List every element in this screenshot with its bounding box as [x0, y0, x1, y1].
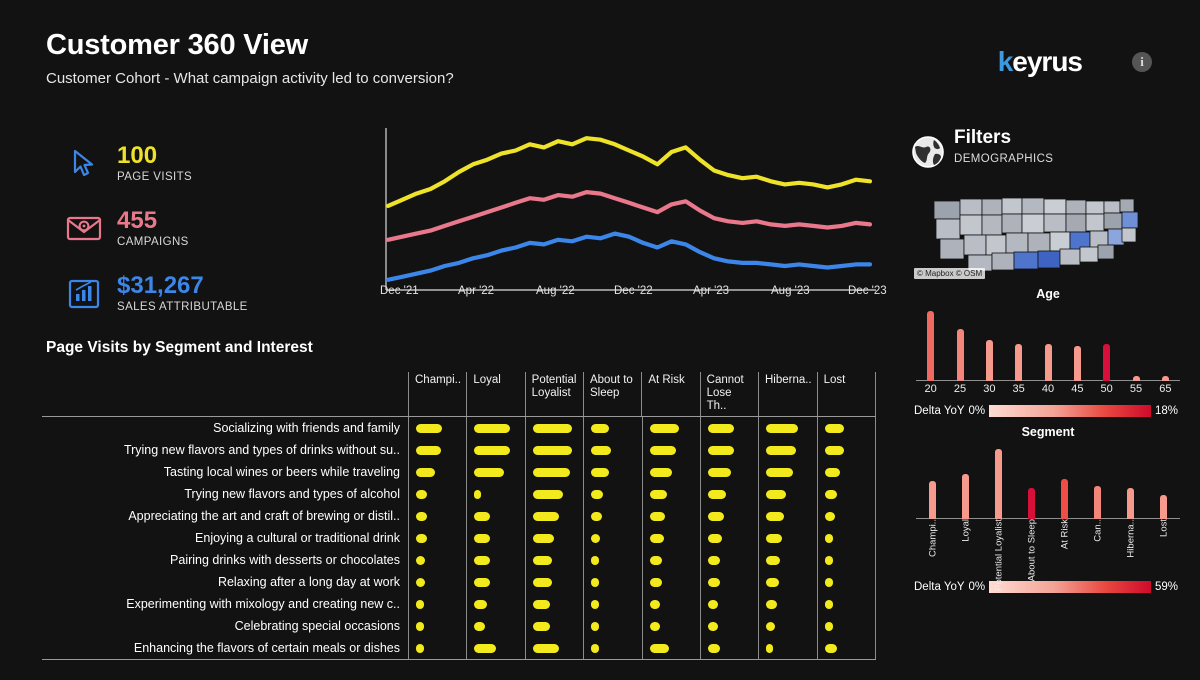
matrix-bar — [766, 556, 780, 565]
table-row[interactable] — [42, 549, 876, 571]
matrix-cell[interactable] — [817, 637, 876, 659]
matrix-cell[interactable] — [758, 615, 816, 637]
matrix-cell[interactable] — [642, 461, 700, 483]
matrix-cell[interactable] — [758, 505, 816, 527]
matrix-cell[interactable] — [408, 461, 466, 483]
matrix-bar — [708, 578, 720, 587]
matrix-cell[interactable] — [817, 593, 876, 615]
mini-bar[interactable] — [1045, 344, 1052, 381]
segment-legend-gradient — [989, 581, 1151, 593]
matrix-cell[interactable] — [642, 571, 700, 593]
matrix-cell[interactable] — [466, 527, 524, 549]
mini-bar[interactable] — [1028, 488, 1035, 519]
segment-delta-legend — [914, 581, 1182, 593]
mini-tick-label: Can.. — [1092, 519, 1103, 542]
mini-bar[interactable] — [1103, 344, 1110, 381]
matrix-cell[interactable] — [466, 483, 524, 505]
cursor-icon — [55, 146, 113, 180]
matrix-cell[interactable] — [583, 527, 641, 549]
matrix-bar — [591, 534, 600, 543]
matrix-cell[interactable] — [408, 637, 466, 659]
matrix-bar — [416, 600, 424, 609]
matrix-bar — [650, 534, 664, 543]
matrix-row-label: Enhancing the flavors of certain meals or dishes — [133, 641, 400, 655]
matrix-row-label: Pairing drinks with desserts or chocolates — [170, 553, 400, 567]
matrix-cell[interactable] — [700, 505, 758, 527]
us-choropleth-map[interactable] — [908, 187, 1188, 279]
kpi-campaigns — [55, 197, 355, 259]
matrix-row-label: Tasting local wines or beers while traveling — [163, 465, 400, 479]
kpi-label: PAGE VISITS — [117, 171, 193, 184]
email-icon — [55, 211, 113, 245]
matrix-cell[interactable] — [408, 417, 466, 439]
mini-tick-label: Loyal — [960, 519, 971, 542]
matrix-bar — [766, 512, 784, 521]
matrix-cell[interactable] — [817, 417, 876, 439]
matrix-cell[interactable] — [466, 505, 524, 527]
matrix-header-row — [42, 372, 876, 416]
matrix-bar — [766, 600, 777, 609]
matrix-cell[interactable] — [466, 571, 524, 593]
matrix-bar — [474, 578, 490, 587]
matrix-cell[interactable] — [583, 461, 641, 483]
mini-tick-label: 35 — [1012, 383, 1025, 395]
matrix-bar — [533, 600, 551, 609]
logo-rest: eyrus — [1012, 46, 1082, 77]
matrix-bar — [766, 644, 773, 653]
matrix-cell[interactable] — [525, 549, 583, 571]
matrix-bar — [766, 446, 796, 455]
matrix-bar — [474, 622, 485, 631]
matrix-cell[interactable] — [408, 549, 466, 571]
x-axis-tick: Dec '21 — [380, 285, 419, 297]
table-row[interactable] — [42, 593, 876, 615]
matrix-cell[interactable] — [700, 439, 758, 461]
matrix-bar — [708, 622, 719, 631]
matrix-cell[interactable] — [817, 505, 876, 527]
matrix-body — [42, 416, 876, 660]
matrix-cell[interactable] — [758, 483, 816, 505]
matrix-cell[interactable] — [817, 439, 876, 461]
matrix-bar — [416, 578, 425, 587]
page-visits-matrix — [42, 372, 876, 660]
mini-tick-label: At Risk — [1059, 519, 1070, 550]
kpi-label: CAMPAIGNS — [117, 236, 189, 249]
matrix-bar — [416, 622, 424, 631]
matrix-bar — [650, 468, 673, 477]
matrix-row-label: Relaxing after a long day at work — [217, 575, 400, 589]
matrix-bar — [416, 556, 425, 565]
matrix-bar — [474, 468, 504, 477]
matrix-cell[interactable] — [700, 615, 758, 637]
table-row[interactable] — [42, 483, 876, 505]
matrix-cell[interactable] — [642, 505, 700, 527]
matrix-cell[interactable] — [642, 439, 700, 461]
matrix-cell[interactable] — [408, 593, 466, 615]
globe-icon — [908, 128, 954, 177]
trend-axis-labels — [378, 285, 887, 305]
age-legend-min: 0% — [968, 405, 986, 417]
line-series — [388, 138, 870, 206]
mini-tick-label: 50 — [1100, 383, 1113, 395]
logo-k: k — [997, 46, 1013, 77]
table-row[interactable] — [42, 527, 876, 549]
matrix-bar — [708, 468, 731, 477]
matrix-cell[interactable] — [642, 593, 700, 615]
matrix-bar — [825, 490, 837, 499]
matrix-column-header[interactable]: Hiberna.. — [758, 372, 817, 416]
x-axis-tick: Aug '23 — [771, 285, 810, 297]
segment-delta-label: Delta YoY — [914, 581, 965, 593]
matrix-column-header[interactable]: Potential Loyalist — [525, 372, 583, 416]
matrix-bar — [591, 424, 609, 433]
matrix-cell[interactable] — [583, 439, 641, 461]
matrix-bar — [766, 578, 778, 587]
mini-bar[interactable] — [1061, 479, 1068, 519]
matrix-cell[interactable] — [408, 439, 466, 461]
matrix-cell[interactable] — [758, 571, 816, 593]
mini-bar[interactable] — [929, 481, 936, 519]
matrix-cell[interactable] — [817, 615, 876, 637]
matrix-cell[interactable] — [583, 593, 641, 615]
filters-title: Filters — [954, 127, 1012, 148]
matrix-bar — [825, 644, 837, 653]
matrix-bar — [533, 446, 572, 455]
segment-bar-chart — [916, 443, 1180, 519]
matrix-cell[interactable] — [583, 417, 641, 439]
matrix-cell[interactable] — [466, 461, 524, 483]
mini-tick-label: Potential Loyalist — [993, 519, 1004, 591]
matrix-cell[interactable] — [700, 483, 758, 505]
matrix-cell[interactable] — [466, 593, 524, 615]
mini-bar[interactable] — [1160, 495, 1167, 519]
matrix-cell[interactable] — [758, 527, 816, 549]
keyrus-logo — [998, 46, 1082, 78]
page-subtitle: Customer Cohort - What campaign activity led to conversion? — [46, 69, 454, 87]
matrix-bar — [591, 578, 599, 587]
matrix-cell[interactable] — [525, 483, 583, 505]
matrix-cell[interactable] — [408, 505, 466, 527]
mini-bar[interactable] — [927, 311, 934, 381]
matrix-cell[interactable] — [642, 615, 700, 637]
matrix-cell[interactable] — [758, 439, 816, 461]
matrix-bar — [416, 424, 442, 433]
mini-tick-label: 20 — [924, 383, 937, 395]
map-attribution: © Mapbox © OSM — [914, 268, 985, 279]
header — [46, 30, 454, 87]
bar-chart-icon — [55, 275, 113, 311]
matrix-bar — [591, 446, 610, 455]
matrix-cell[interactable] — [583, 505, 641, 527]
x-axis-tick: Apr '23 — [693, 285, 730, 297]
matrix-bar — [591, 512, 602, 521]
matrix-bar — [474, 512, 490, 521]
matrix-bar — [825, 446, 844, 455]
matrix-cell[interactable] — [525, 637, 583, 659]
matrix-column-header[interactable]: Loyal — [466, 372, 524, 416]
matrix-bar — [650, 622, 661, 631]
mini-bar[interactable] — [1015, 344, 1022, 381]
matrix-bar — [533, 644, 559, 653]
mini-bar[interactable] — [1074, 346, 1081, 381]
matrix-bar — [533, 424, 572, 433]
matrix-cell[interactable] — [408, 615, 466, 637]
matrix-cell[interactable] — [525, 571, 583, 593]
matrix-bar — [766, 424, 798, 433]
table-row[interactable] — [42, 461, 876, 483]
matrix-bar — [533, 578, 552, 587]
matrix-cell[interactable] — [408, 483, 466, 505]
matrix-bar — [474, 490, 481, 499]
matrix-bar — [825, 622, 833, 631]
matrix-bar — [474, 600, 486, 609]
segment-chart-title: Segment — [1021, 425, 1075, 439]
matrix-cell[interactable] — [642, 417, 700, 439]
matrix-cell[interactable] — [466, 417, 524, 439]
matrix-bar — [533, 468, 570, 477]
matrix-cell[interactable] — [583, 637, 641, 659]
matrix-bar — [533, 512, 559, 521]
matrix-cell[interactable] — [758, 593, 816, 615]
mini-tick-label: About to Sleep — [1026, 519, 1037, 582]
matrix-column-header[interactable]: Cannot Lose Th.. — [700, 372, 758, 416]
matrix-bar — [825, 424, 844, 433]
kpi-label: SALES ATTRIBUTABLE — [117, 301, 248, 314]
age-legend-max: 18% — [1154, 405, 1178, 417]
matrix-bar — [708, 556, 720, 565]
mini-tick-label: 65 — [1159, 383, 1172, 395]
mini-tick-label: 40 — [1041, 383, 1055, 395]
table-row[interactable] — [42, 637, 876, 659]
kpi-value: 100 — [117, 141, 158, 169]
matrix-bar — [650, 446, 676, 455]
filters-header — [908, 128, 1188, 177]
matrix-bar — [474, 644, 495, 653]
info-icon[interactable]: i — [1132, 52, 1152, 72]
matrix-bar — [416, 490, 427, 499]
matrix-bar — [591, 600, 599, 609]
matrix-bar — [533, 490, 563, 499]
matrix-cell[interactable] — [408, 571, 466, 593]
matrix-bar — [766, 490, 785, 499]
age-delta-label: Delta YoY — [914, 405, 965, 417]
matrix-cell[interactable] — [700, 461, 758, 483]
x-axis-tick: Apr '22 — [458, 285, 495, 297]
mini-tick-label: Lost — [1158, 519, 1169, 537]
matrix-bar — [474, 556, 490, 565]
table-row[interactable] — [42, 615, 876, 637]
matrix-cell[interactable] — [525, 593, 583, 615]
matrix-cell[interactable] — [700, 549, 758, 571]
matrix-column-header[interactable]: About to Sleep — [583, 372, 641, 416]
segment-legend-min: 0% — [968, 581, 986, 593]
matrix-cell[interactable] — [466, 637, 524, 659]
matrix-row-label: Experimenting with mixology and creating new c.. — [126, 597, 400, 611]
mini-tick-label: 45 — [1071, 383, 1084, 395]
matrix-bar — [416, 446, 441, 455]
matrix-bar — [825, 578, 833, 587]
matrix-cell[interactable] — [642, 483, 700, 505]
matrix-bar — [474, 446, 509, 455]
mini-bar[interactable] — [962, 474, 969, 519]
matrix-bar — [533, 622, 551, 631]
matrix-bar — [650, 556, 662, 565]
table-row[interactable] — [42, 571, 876, 593]
table-row[interactable] — [42, 505, 876, 527]
age-bar-chart — [916, 305, 1180, 381]
matrix-cell[interactable] — [408, 527, 466, 549]
matrix-bar — [708, 644, 720, 653]
age-legend-gradient — [989, 405, 1151, 417]
matrix-cell[interactable] — [642, 527, 700, 549]
kpi-list — [55, 132, 355, 327]
mini-bar[interactable] — [1094, 486, 1101, 519]
matrix-cell[interactable] — [758, 417, 816, 439]
matrix-row-label: Trying new flavors and types of alcohol — [184, 487, 400, 501]
matrix-cell[interactable] — [758, 549, 816, 571]
matrix-bar — [650, 424, 680, 433]
matrix-bar — [825, 600, 833, 609]
filters-subtitle: DEMOGRAPHICS — [954, 152, 1054, 165]
matrix-cell[interactable] — [525, 461, 583, 483]
matrix-cell[interactable] — [817, 461, 876, 483]
matrix-cell[interactable] — [642, 637, 700, 659]
table-row[interactable] — [42, 417, 876, 439]
matrix-row-label: Celebrating special occasions — [234, 619, 400, 633]
line-series — [388, 234, 870, 280]
matrix-cell[interactable] — [583, 549, 641, 571]
matrix-cell[interactable] — [817, 571, 876, 593]
matrix-cell[interactable] — [583, 483, 641, 505]
matrix-section-title: Page Visits by Segment and Interest — [46, 339, 313, 356]
mini-bar[interactable] — [995, 449, 1002, 519]
matrix-bar — [650, 644, 669, 653]
matrix-bar — [650, 600, 661, 609]
kpi-page-visits — [55, 132, 355, 194]
matrix-bar — [708, 600, 719, 609]
age-tick-labels — [916, 381, 1180, 399]
matrix-cell[interactable] — [758, 637, 816, 659]
matrix-cell[interactable] — [525, 527, 583, 549]
matrix-cell[interactable] — [466, 549, 524, 571]
mini-tick-label: 25 — [953, 383, 967, 395]
matrix-bar — [708, 490, 726, 499]
matrix-bar — [650, 578, 662, 587]
matrix-bar — [474, 534, 490, 543]
matrix-cell[interactable] — [583, 615, 641, 637]
matrix-bar — [533, 534, 554, 543]
line-series — [388, 192, 870, 240]
matrix-cell[interactable] — [525, 439, 583, 461]
matrix-bar — [533, 556, 552, 565]
matrix-row-label: Socializing with friends and family — [213, 421, 400, 435]
table-row[interactable] — [42, 439, 876, 461]
matrix-header-spacer — [42, 372, 408, 416]
matrix-cell[interactable] — [583, 571, 641, 593]
matrix-bar — [650, 490, 668, 499]
page-title: Customer 360 View — [46, 29, 309, 61]
matrix-bar — [650, 512, 666, 521]
matrix-bar — [591, 556, 599, 565]
matrix-cell[interactable] — [700, 571, 758, 593]
kpi-sales-attributable — [55, 262, 355, 324]
matrix-row-label: Enjoying a cultural or traditional drink — [195, 531, 400, 545]
mini-tick-label: 30 — [983, 383, 996, 395]
matrix-bar — [591, 622, 599, 631]
matrix-bar — [766, 534, 782, 543]
mini-bar[interactable] — [957, 329, 964, 382]
matrix-bar — [825, 534, 834, 543]
mini-bar[interactable] — [1127, 488, 1134, 519]
matrix-bar — [825, 512, 836, 521]
matrix-row-label: Appreciating the art and craft of brewing or distil.. — [128, 509, 400, 523]
kpi-value: $31,267 — [117, 271, 204, 299]
matrix-bar — [708, 424, 734, 433]
x-axis-tick: Dec '23 — [848, 285, 887, 297]
matrix-bar — [416, 644, 424, 653]
matrix-cell[interactable] — [525, 505, 583, 527]
mini-tick-label: 55 — [1129, 383, 1143, 395]
matrix-cell[interactable] — [700, 637, 758, 659]
us-map-svg[interactable] — [926, 187, 1166, 279]
matrix-cell[interactable] — [525, 417, 583, 439]
matrix-bar — [591, 644, 599, 653]
matrix-bar — [591, 468, 609, 477]
age-chart-title: Age — [1036, 287, 1060, 301]
matrix-column-header[interactable]: At Risk — [641, 372, 699, 416]
x-axis-tick: Aug '22 — [536, 285, 575, 297]
matrix-bar — [708, 534, 722, 543]
matrix-cell[interactable] — [817, 549, 876, 571]
kpi-value: 455 — [117, 206, 158, 234]
segment-legend-max: 59% — [1154, 581, 1178, 593]
age-delta-legend — [914, 405, 1182, 417]
matrix-bar — [766, 622, 775, 631]
matrix-bar — [708, 446, 734, 455]
matrix-cell[interactable] — [525, 615, 583, 637]
matrix-bar — [766, 468, 792, 477]
matrix-cell[interactable] — [700, 593, 758, 615]
matrix-bar — [591, 490, 603, 499]
mini-tick-label: Hiberna.. — [1125, 519, 1136, 558]
matrix-bar — [708, 512, 724, 521]
matrix-row-label: Trying new flavors and types of drinks without su.. — [123, 443, 400, 457]
mini-bar[interactable] — [986, 340, 993, 381]
matrix-column-header[interactable]: Champi.. — [408, 372, 466, 416]
matrix-cell[interactable] — [700, 527, 758, 549]
matrix-cell[interactable] — [817, 483, 876, 505]
matrix-cell[interactable] — [642, 549, 700, 571]
matrix-bar — [825, 468, 841, 477]
matrix-bar — [416, 468, 435, 477]
matrix-bar — [416, 512, 427, 521]
matrix-cell[interactable] — [466, 615, 524, 637]
matrix-bar — [416, 534, 427, 543]
matrix-cell[interactable] — [817, 527, 876, 549]
matrix-column-header[interactable]: Lost — [817, 372, 876, 416]
x-axis-tick: Dec '22 — [614, 285, 653, 297]
matrix-cell[interactable] — [700, 417, 758, 439]
matrix-cell[interactable] — [758, 461, 816, 483]
matrix-bar — [474, 424, 509, 433]
filters-panel — [908, 128, 1188, 593]
mini-tick-label: Champi.. — [927, 519, 938, 558]
matrix-cell[interactable] — [466, 439, 524, 461]
matrix-bar — [825, 556, 833, 565]
